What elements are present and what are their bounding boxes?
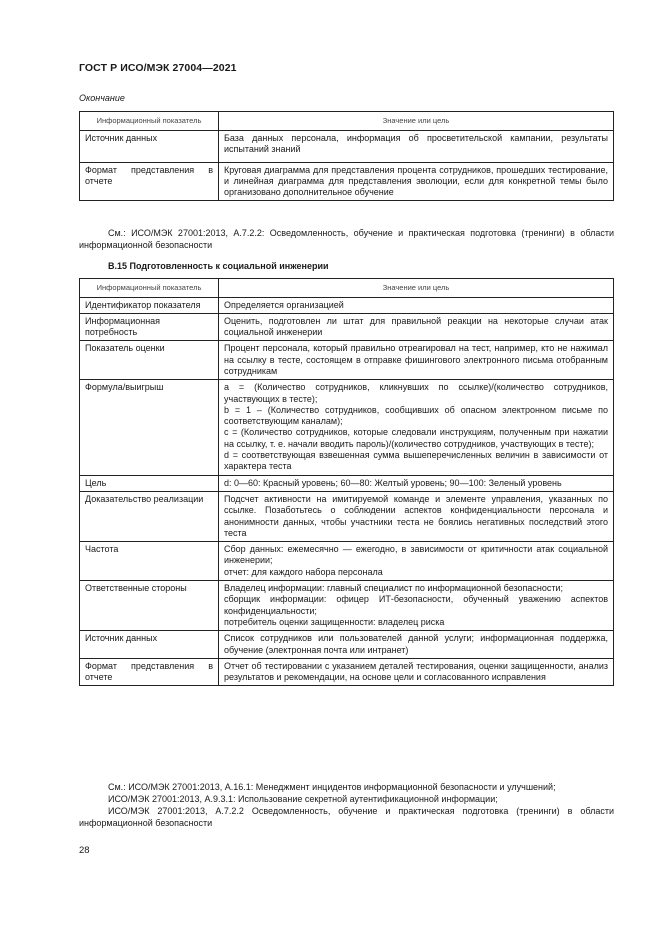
value-line: d: 0—60: Красный уровень; 60—80: Желтый уровень; 90—100: Зеленый уровень bbox=[224, 477, 562, 488]
value-line: Подсчет активности на имитируемой команде и элементе управления, указанных по ссылке. Позаботьтесь о соблюдении аспектов конфиденциальности персонала и анонимности данных, чтобы участники теста не боялись негативных последствий этого теста bbox=[224, 493, 608, 538]
value-cell bbox=[219, 581, 614, 631]
value-cell bbox=[219, 380, 614, 475]
value-line: Сбор данных: ежемесячно — ежегодно, в зависимости от критичности атак социальной инженерии; bbox=[224, 544, 608, 566]
column-header-param: Информационный показатель bbox=[80, 279, 219, 298]
value-cell bbox=[219, 542, 614, 581]
reference-line: ИСО/МЭК 27001:2013, А.9.3.1: Использование секретной аутентификационной информации; bbox=[108, 794, 498, 804]
param-cell: Идентификатор показателя bbox=[80, 297, 219, 313]
table-row bbox=[80, 475, 614, 491]
value-line: Список сотрудников или пользователей данной услуги; информационная поддержка, обучение (электронная почта или интранет) bbox=[224, 633, 608, 655]
table-row bbox=[80, 658, 614, 686]
table-continued bbox=[79, 111, 614, 201]
table-social-engineering bbox=[79, 278, 614, 686]
table-header-row bbox=[80, 279, 614, 298]
table-row bbox=[80, 542, 614, 581]
value-line: Оценить, подготовлен ли штат для правильной реакции на некоторые случаи атак социальной инженерии bbox=[224, 315, 608, 338]
value-line: сборщик информации: офицер ИТ-безопасности, обученный уважению аспектов конфиденциальности; bbox=[224, 594, 608, 616]
formula-line-c: с = (Количество сотрудников, которые следовали инструкциям, полученным при нажатии на ссылку, т. е. начали вводить пароль)/(количество сотрудников, участвующих в тесте); bbox=[224, 427, 608, 449]
value-cell bbox=[219, 491, 614, 541]
value-line: Отчет об тестировании с указанием деталей тестирования, оценки защищенности, анализ результатов и рекомендации, на основе цели и согласованного исправления bbox=[224, 660, 608, 683]
reference-line: См.: ИСО/МЭК 27001:2013, А.7.2.2: Осведомленность, обучение и практическая подготовка (тренинги) в области информационной безопасности bbox=[79, 228, 614, 250]
formula-line-b: b = 1 – (Количество сотрудников, сообщивших об опасном электронном письме по соответствующим каналам); bbox=[224, 404, 608, 427]
table-row bbox=[80, 313, 614, 341]
table-row bbox=[80, 341, 614, 380]
value-cell bbox=[219, 313, 614, 341]
table-row bbox=[80, 297, 614, 313]
value-line: Определяется организацией bbox=[224, 299, 344, 310]
formula-line-a: а = (Количество сотрудников, кликнувших по ссылке)/(количество сотрудников, участвующих в тесте); bbox=[224, 382, 608, 404]
page-number: 28 bbox=[79, 845, 90, 856]
table-row bbox=[80, 162, 614, 201]
reference-line: См.: ИСО/МЭК 27001:2013, А.16.1: Менеджмент инцидентов информационной безопасности и улучшений; bbox=[108, 782, 556, 792]
param-cell: Показатель оценки bbox=[80, 341, 219, 380]
standard-header: ГОСТ Р ИСО/МЭК 27004—2021 bbox=[79, 62, 237, 74]
reference-line: ИСО/МЭК 27001:2013, А.7.2.2 Осведомленность, обучение и практическая подготовка (тренинги) в области информационной безопасности bbox=[79, 806, 614, 828]
value-line: Процент персонала, который правильно отреагировал на тест, например, кто не нажимал на ссылку в тесте, состоящем в отправке фишингового электронного письма отобранным сотрудникам bbox=[224, 343, 608, 376]
continuation-label: Окончание bbox=[79, 93, 125, 103]
value-cell bbox=[219, 341, 614, 380]
reference-notes bbox=[79, 781, 614, 829]
table-header-row bbox=[80, 112, 614, 131]
param-cell: Формат представления в отчете bbox=[80, 162, 219, 201]
param-cell: Цель bbox=[80, 475, 219, 491]
param-cell: Ответственные стороны bbox=[80, 581, 219, 631]
param-cell: Источник данных bbox=[80, 130, 219, 162]
value-line: потребитель оценки защищенности: владелец риска bbox=[224, 616, 445, 627]
value-line: отчет: для каждого набора персонала bbox=[224, 566, 383, 577]
reference-note bbox=[79, 227, 614, 251]
section-title: В.15 Подготовленность к социальной инженерии bbox=[108, 261, 329, 271]
value-line: Владелец информации: главный специалист по информационной безопасности; bbox=[224, 583, 564, 594]
value-cell: Круговая диаграмма для представления процента сотрудников, прошедших тестирование, и линейная диаграмма для представления эволюции, если для конкретной темы было организовано дополнительное обучение bbox=[219, 162, 614, 201]
value-cell bbox=[219, 631, 614, 659]
param-cell: Информационная потребность bbox=[80, 313, 219, 341]
table-row bbox=[80, 380, 614, 475]
column-header-param: Информационный показатель bbox=[80, 112, 219, 131]
value-cell bbox=[219, 475, 614, 491]
formula-line-d: d = соответствующая взвешенная сумма вышеперечисленных величин в зависимости от характера теста bbox=[224, 450, 608, 472]
column-header-value: Значение или цель bbox=[219, 279, 614, 298]
value-cell: База данных персонала, информация об просветительской кампании, результаты испытаний знаний bbox=[219, 130, 614, 162]
table-row bbox=[80, 130, 614, 162]
param-cell: Формула/выигрыш bbox=[80, 380, 219, 475]
table-row bbox=[80, 631, 614, 659]
column-header-value: Значение или цель bbox=[219, 112, 614, 131]
param-cell: Доказательство реализации bbox=[80, 491, 219, 541]
value-cell bbox=[219, 658, 614, 686]
value-cell bbox=[219, 297, 614, 313]
table-row bbox=[80, 491, 614, 541]
param-cell: Источник данных bbox=[80, 631, 219, 659]
table-row bbox=[80, 581, 614, 631]
param-cell: Частота bbox=[80, 542, 219, 581]
param-cell: Формат представления в отчете bbox=[80, 658, 219, 686]
